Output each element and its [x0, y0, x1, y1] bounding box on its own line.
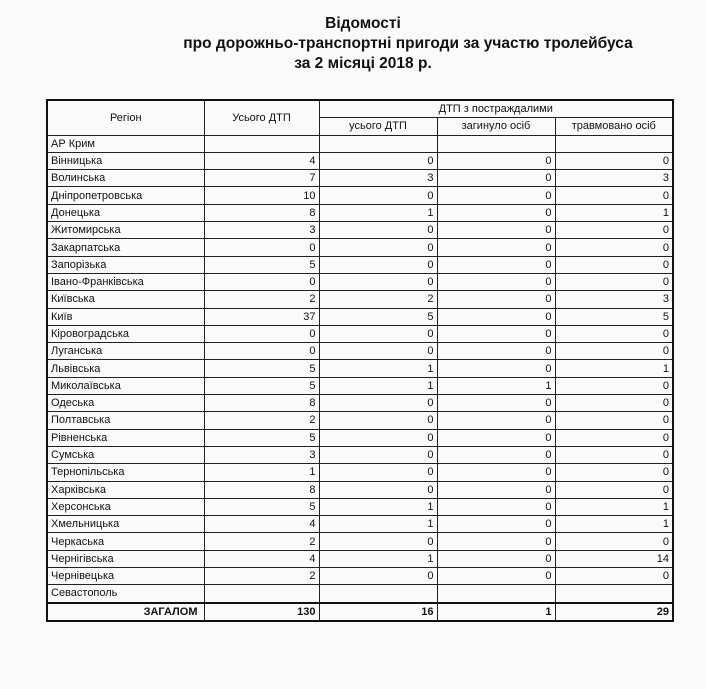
- row-killed: 0: [437, 446, 555, 463]
- row-injured: 0: [555, 429, 673, 446]
- row-with-victims: 0: [319, 343, 437, 360]
- totals-injured: 29: [555, 603, 673, 621]
- row-total: 8: [204, 204, 319, 221]
- row-injured: 14: [555, 550, 673, 567]
- row-with-victims: 0: [319, 152, 437, 169]
- row-region: Закарпатська: [47, 239, 204, 256]
- row-region: Чернігівська: [47, 550, 204, 567]
- row-with-victims: 1: [319, 516, 437, 533]
- row-killed: 0: [437, 343, 555, 360]
- row-region: Івано-Франківська: [47, 273, 204, 290]
- row-with-victims: 0: [319, 568, 437, 585]
- row-killed: 0: [437, 222, 555, 239]
- row-with-victims: 0: [319, 273, 437, 290]
- title-line-1: Відомості: [325, 15, 401, 32]
- table-row: [47, 135, 673, 152]
- row-region: Харківська: [47, 481, 204, 498]
- row-injured: 0: [555, 152, 673, 169]
- header-injured: травмовано осіб: [555, 118, 673, 135]
- row-total: 8: [204, 395, 319, 412]
- row-injured: 0: [555, 412, 673, 429]
- row-total: 0: [204, 325, 319, 342]
- table-row: [47, 222, 673, 239]
- row-killed: 0: [437, 360, 555, 377]
- header-group-victims: ДТП з постраждалими: [319, 100, 673, 118]
- row-total: 0: [204, 273, 319, 290]
- row-with-victims: [319, 585, 437, 603]
- table-row: [47, 308, 673, 325]
- row-region: Львівська: [47, 360, 204, 377]
- row-injured: 0: [555, 568, 673, 585]
- row-region: Кіровоградська: [47, 325, 204, 342]
- table-row: [47, 239, 673, 256]
- table-row: [47, 516, 673, 533]
- row-killed: 0: [437, 568, 555, 585]
- row-total: 5: [204, 256, 319, 273]
- table-row: [47, 377, 673, 394]
- row-with-victims: 0: [319, 325, 437, 342]
- row-injured: 5: [555, 308, 673, 325]
- table-row: [47, 498, 673, 515]
- row-injured: 0: [555, 481, 673, 498]
- row-region: Запорізька: [47, 256, 204, 273]
- row-injured: 0: [555, 377, 673, 394]
- row-killed: 0: [437, 429, 555, 446]
- row-killed: 0: [437, 308, 555, 325]
- totals-label: ЗАГАЛОМ: [47, 603, 204, 621]
- row-region: Київська: [47, 291, 204, 308]
- row-with-victims: 2: [319, 291, 437, 308]
- row-killed: [437, 585, 555, 603]
- row-region: Вінницька: [47, 152, 204, 169]
- row-killed: 0: [437, 464, 555, 481]
- row-total: 7: [204, 170, 319, 187]
- row-with-victims: 0: [319, 429, 437, 446]
- row-injured: 0: [555, 256, 673, 273]
- table-row: [47, 152, 673, 169]
- header-sub-total: усього ДТП: [319, 118, 437, 135]
- row-killed: 0: [437, 516, 555, 533]
- row-region: Миколаївська: [47, 377, 204, 394]
- row-killed: 0: [437, 533, 555, 550]
- row-with-victims: 0: [319, 222, 437, 239]
- row-with-victims: 0: [319, 446, 437, 463]
- row-region: Дніпропетровська: [47, 187, 204, 204]
- row-injured: 0: [555, 395, 673, 412]
- row-injured: 1: [555, 360, 673, 377]
- row-region: Рівненська: [47, 429, 204, 446]
- table-row: [47, 325, 673, 342]
- row-region: Одеська: [47, 395, 204, 412]
- table-row: [47, 412, 673, 429]
- row-region: Житомирська: [47, 222, 204, 239]
- row-injured: 0: [555, 222, 673, 239]
- table-row: [47, 187, 673, 204]
- header-region: Регіон: [47, 100, 204, 135]
- row-injured: [555, 585, 673, 603]
- row-injured: 3: [555, 291, 673, 308]
- row-killed: 0: [437, 412, 555, 429]
- row-injured: 1: [555, 498, 673, 515]
- row-total: 2: [204, 533, 319, 550]
- row-total: 4: [204, 152, 319, 169]
- row-total: 0: [204, 239, 319, 256]
- row-total: 5: [204, 377, 319, 394]
- table-row: [47, 550, 673, 567]
- row-injured: 0: [555, 464, 673, 481]
- row-with-victims: 0: [319, 239, 437, 256]
- row-killed: 0: [437, 550, 555, 567]
- row-injured: 1: [555, 204, 673, 221]
- row-region: Черкаська: [47, 533, 204, 550]
- row-injured: 0: [555, 325, 673, 342]
- row-injured: 0: [555, 533, 673, 550]
- row-killed: [437, 135, 555, 152]
- header-total: Усього ДТП: [204, 100, 319, 135]
- table-body: [47, 135, 673, 603]
- row-injured: 0: [555, 187, 673, 204]
- row-total: 3: [204, 446, 319, 463]
- row-with-victims: 0: [319, 464, 437, 481]
- row-killed: 0: [437, 239, 555, 256]
- row-killed: 0: [437, 273, 555, 290]
- totals-with-victims: 16: [319, 603, 437, 621]
- row-with-victims: 0: [319, 481, 437, 498]
- row-total: 8: [204, 481, 319, 498]
- row-total: 37: [204, 308, 319, 325]
- row-total: 2: [204, 291, 319, 308]
- row-killed: 0: [437, 152, 555, 169]
- row-with-victims: 1: [319, 550, 437, 567]
- row-total: 5: [204, 498, 319, 515]
- header-killed: загинуло осіб: [437, 118, 555, 135]
- table-row: [47, 291, 673, 308]
- row-total: 2: [204, 412, 319, 429]
- row-with-victims: 0: [319, 412, 437, 429]
- row-with-victims: 0: [319, 395, 437, 412]
- row-total: [204, 135, 319, 152]
- row-with-victims: 1: [319, 498, 437, 515]
- row-killed: 1: [437, 377, 555, 394]
- row-region: Луганська: [47, 343, 204, 360]
- title-line-2: про дорожньо-транспортні пригоди за участю тролейбуса: [183, 35, 633, 52]
- row-injured: 0: [555, 446, 673, 463]
- title-line-3: за 2 місяці 2018 р.: [294, 55, 432, 72]
- row-with-victims: [319, 135, 437, 152]
- table-row: [47, 256, 673, 273]
- row-region: Чернівецька: [47, 568, 204, 585]
- row-with-victims: 0: [319, 533, 437, 550]
- row-injured: [555, 135, 673, 152]
- row-killed: 0: [437, 256, 555, 273]
- totals-row: [47, 603, 673, 621]
- row-killed: 0: [437, 481, 555, 498]
- row-killed: 0: [437, 204, 555, 221]
- row-injured: 3: [555, 170, 673, 187]
- table-row: [47, 273, 673, 290]
- row-region: Київ: [47, 308, 204, 325]
- row-with-victims: 1: [319, 377, 437, 394]
- row-with-victims: 5: [319, 308, 437, 325]
- table-row: [47, 343, 673, 360]
- row-region: Сумська: [47, 446, 204, 463]
- row-with-victims: 3: [319, 170, 437, 187]
- totals-killed: 1: [437, 603, 555, 621]
- table-row: [47, 395, 673, 412]
- table-row: [47, 429, 673, 446]
- row-with-victims: 1: [319, 204, 437, 221]
- row-killed: 0: [437, 395, 555, 412]
- table-row: [47, 481, 673, 498]
- row-injured: 1: [555, 516, 673, 533]
- row-killed: 0: [437, 498, 555, 515]
- row-total: 4: [204, 550, 319, 567]
- row-total: 4: [204, 516, 319, 533]
- row-killed: 0: [437, 170, 555, 187]
- row-total: 1: [204, 464, 319, 481]
- row-total: 5: [204, 429, 319, 446]
- row-region: Донецька: [47, 204, 204, 221]
- row-region: АР Крим: [47, 135, 204, 152]
- row-region: Севастополь: [47, 585, 204, 603]
- document-title: [0, 14, 706, 74]
- row-killed: 0: [437, 187, 555, 204]
- row-with-victims: 0: [319, 256, 437, 273]
- row-region: Херсонська: [47, 498, 204, 515]
- row-with-victims: 0: [319, 187, 437, 204]
- row-total: [204, 585, 319, 603]
- row-total: 3: [204, 222, 319, 239]
- table-row: [47, 204, 673, 221]
- table-row: [47, 585, 673, 603]
- row-killed: 0: [437, 325, 555, 342]
- row-injured: 0: [555, 273, 673, 290]
- row-killed: 0: [437, 291, 555, 308]
- table-row: [47, 170, 673, 187]
- row-total: 5: [204, 360, 319, 377]
- table-row: [47, 360, 673, 377]
- table-row: [47, 446, 673, 463]
- row-injured: 0: [555, 343, 673, 360]
- table-row: [47, 568, 673, 585]
- row-region: Хмельницька: [47, 516, 204, 533]
- table-row: [47, 533, 673, 550]
- row-injured: 0: [555, 239, 673, 256]
- row-with-victims: 1: [319, 360, 437, 377]
- row-region: Полтавська: [47, 412, 204, 429]
- row-region: Волинська: [47, 170, 204, 187]
- totals-total: 130: [204, 603, 319, 621]
- table-row: [47, 464, 673, 481]
- row-region: Тернопільська: [47, 464, 204, 481]
- row-total: 2: [204, 568, 319, 585]
- accident-report-table: [46, 99, 674, 622]
- row-total: 0: [204, 343, 319, 360]
- row-total: 10: [204, 187, 319, 204]
